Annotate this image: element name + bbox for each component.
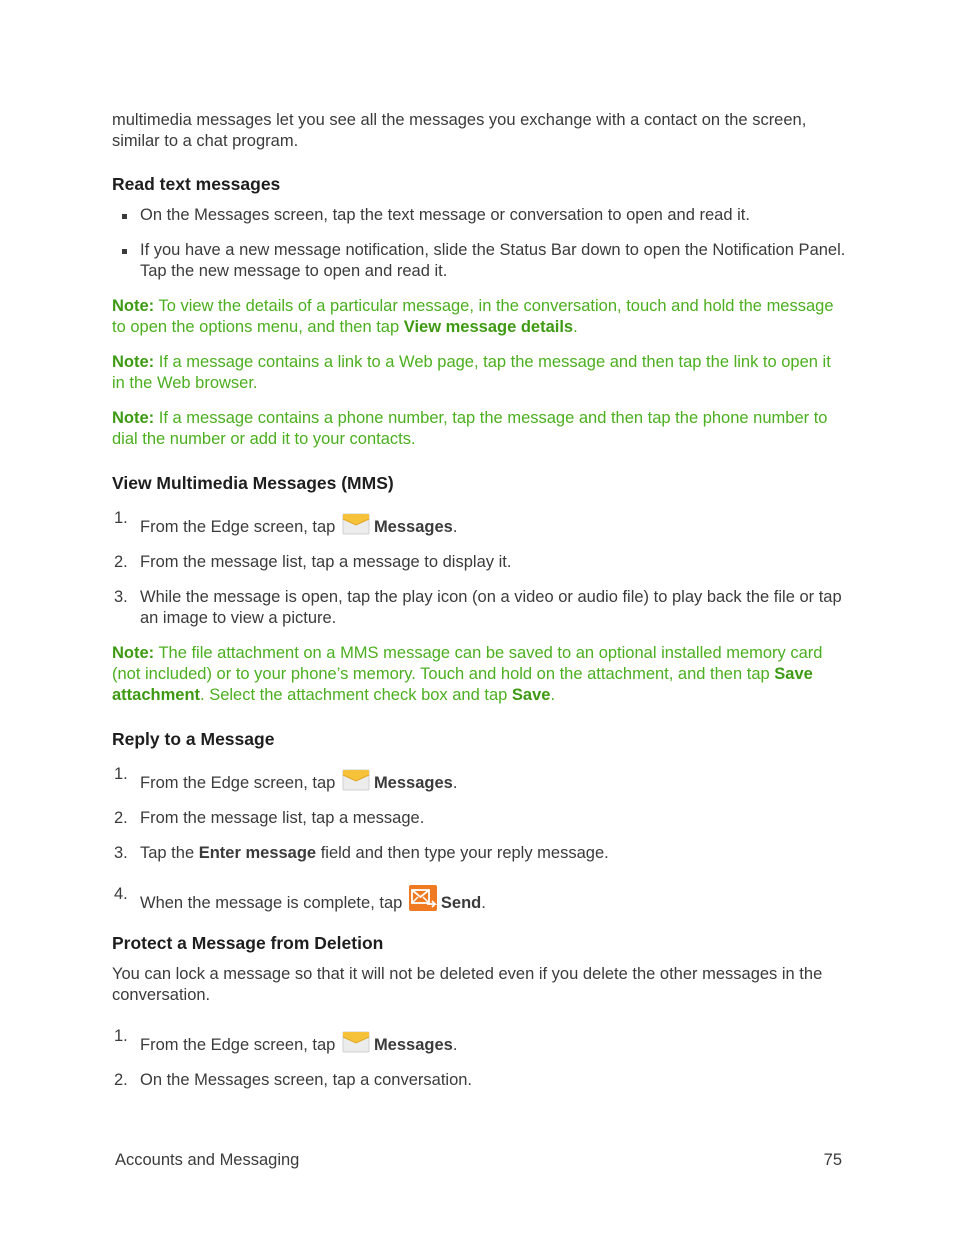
protect-intro: You can lock a message so that it will not be deleted even if you delete the other messages in the conversation. — [112, 965, 823, 1004]
mms-step-list — [112, 508, 847, 629]
intro-paragraph: multimedia messages let you see all the messages you exchange with a contact on the screen, similar to a chat program. — [112, 111, 807, 150]
list-item: 2. From the message list, tap a message. — [114, 809, 425, 827]
bullet-icon — [122, 249, 127, 254]
list-item: If you have a new message notification, slide the Status Bar down to open the Notification Panel. Tap the new message to open and read it. — [112, 240, 847, 282]
bullet-icon — [122, 214, 127, 219]
messages-envelope-icon — [342, 508, 370, 536]
heading-view-mms: View Multimedia Messages (MMS) — [112, 473, 394, 493]
note-phone-number: Note: If a message contains a phone number, tap the message and then tap the phone number to dial the number or add it to your contacts. — [112, 409, 828, 448]
heading-reply-message: Reply to a Message — [112, 729, 275, 749]
list-item: On the Messages screen, tap the text message or conversation to open and read it. — [112, 205, 847, 226]
list-item: 1. From the Edge screen, tap Messages. — [114, 509, 458, 536]
messages-envelope-icon — [342, 1026, 370, 1054]
note-mms-attachment: Note: The file attachment on a MMS message can be saved to an optional installed memory card (not included) or to your phone’s memory. Touch and hold on the attachment, and then tap Save attachment. Select the attachment check box and tap Save. — [112, 644, 823, 704]
list-item: 3. Tap the Enter message field and then type your reply message. — [114, 844, 609, 862]
protect-step-list — [112, 1026, 847, 1091]
heading-protect-message: Protect a Message from Deletion — [112, 933, 384, 953]
footer-section-title: Accounts and Messaging — [115, 1151, 300, 1169]
list-item: 2. From the message list, tap a message to display it. — [114, 553, 512, 571]
page-footer — [115, 1150, 842, 1171]
list-item: 1. From the Edge screen, tap Messages. — [114, 765, 458, 792]
note-web-link: Note: If a message contains a link to a Web page, tap the message and then tap the link to open it in the Web browser. — [112, 353, 831, 392]
list-item: 2. On the Messages screen, tap a conversation. — [114, 1071, 473, 1089]
page-number: 75 — [823, 1151, 842, 1169]
heading-read-text-messages: Read text messages — [112, 174, 281, 194]
send-icon — [409, 884, 437, 912]
list-item: 4. When the message is complete, tap Send. — [114, 885, 486, 912]
page-content — [112, 110, 847, 1105]
messages-envelope-icon — [342, 764, 370, 792]
reply-step-list — [112, 764, 847, 914]
list-item: 1. From the Edge screen, tap Messages. — [114, 1027, 458, 1054]
read-bullet-list — [112, 205, 847, 282]
list-item: 3. While the message is open, tap the play icon (on a video or audio file) to play back the file or tap an image to view a picture. — [114, 588, 842, 627]
note-view-details: Note: To view the details of a particular message, in the conversation, touch and hold the message to open the options menu, and then tap View message details. — [112, 297, 834, 336]
